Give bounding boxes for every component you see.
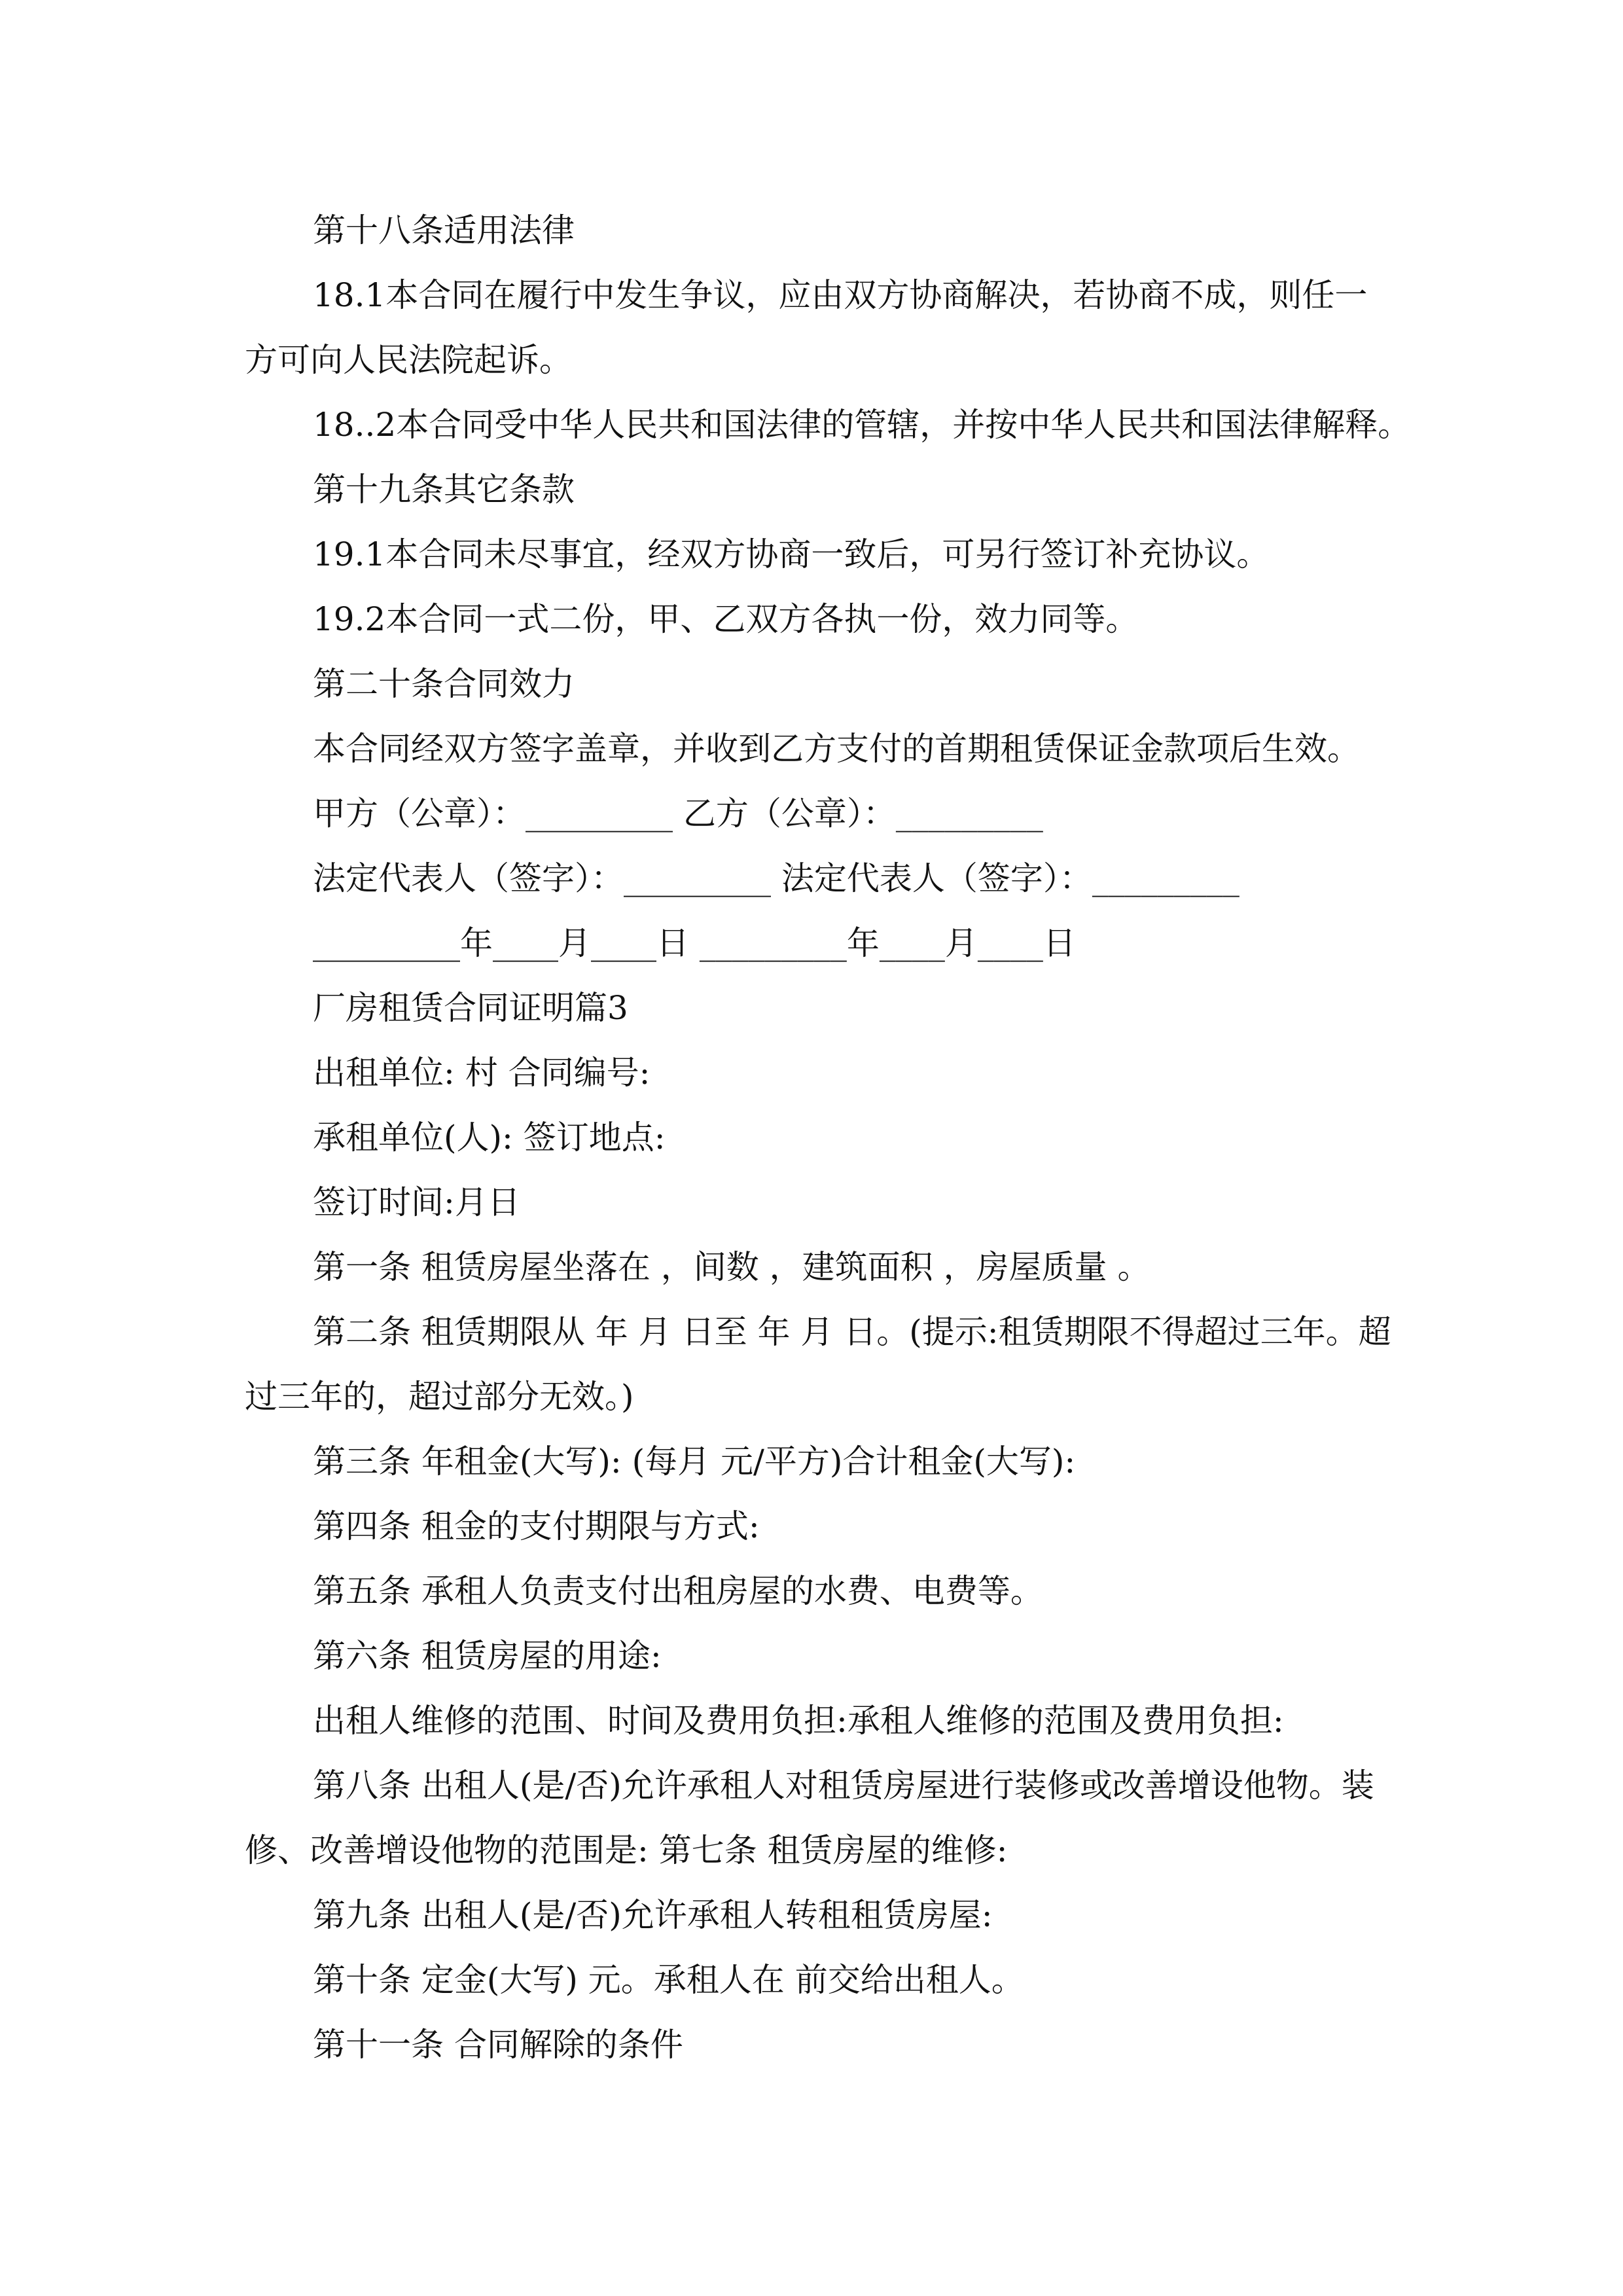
article-10: 第十条 定金(大写) 元。承租人在 前交给出租人。 [313, 1961, 1024, 1999]
article-2-line2: 过三年的，超过部分无效。) [245, 1378, 634, 1416]
article-4: 第四条 租金的支付期限与方式: [313, 1507, 760, 1545]
clause-18-2: 18..2本合同受中华人民共和国法律的管辖，并按中华人民共和国法律解释。 [313, 406, 1411, 444]
article-20-text: 本合同经双方签字盖章，并收到乙方支付的首期租赁保证金款项后生效。 [313, 730, 1360, 768]
article-18-heading: 第十八条适用法律 [313, 211, 575, 249]
article-8-line1: 第八条 出租人(是/否)允许承租人对租赁房屋进行装修或改善增设他物。装 [313, 1767, 1374, 1804]
article-20-heading: 第二十条合同效力 [313, 665, 575, 703]
date-line: _________年____月____日 _________年____月____日 [313, 924, 1076, 962]
article-5: 第五条 承租人负责支付出租房屋的水费、电费等。 [313, 1572, 1043, 1610]
signature-line: 法定代表人（签字）：_________ 法定代表人（签字）：_________ [313, 859, 1240, 897]
article-3: 第三条 年租金(大写): (每月 元/平方)合计租金(大写): [313, 1443, 1076, 1480]
seal-line: 甲方（公章）：_________ 乙方（公章）：_________ [313, 795, 1043, 833]
article-2-line1: 第二条 租赁期限从 年 月 日至 年 月 日。(提示:租赁期限不得超过三年。超 [313, 1313, 1391, 1351]
section-title: 厂房租赁合同证明篇3 [313, 989, 628, 1027]
article-6: 第六条 租赁房屋的用途: [313, 1637, 662, 1675]
signing-time: 签订时间:月日 [313, 1183, 520, 1221]
repair-scope: 出租人维修的范围、时间及费用负担:承租人维修的范围及费用负担: [313, 1702, 1284, 1740]
clause-19-2: 19.2本合同一式二份，甲、乙双方各执一份，效力同等。 [313, 600, 1139, 638]
article-1: 第一条 租赁房屋坐落在 ，间数 ，建筑面积 ，房屋质量 。 [313, 1248, 1150, 1286]
lessee-unit: 承租单位(人): 签订地点: [313, 1119, 666, 1157]
article-11: 第十一条 合同解除的条件 [313, 2026, 683, 2064]
clause-18-1-line1: 18.1本合同在履行中发生争议，应由双方协商解决，若协商不成，则任一 [313, 276, 1368, 314]
lessor-unit: 出租单位: 村 合同编号: [313, 1054, 651, 1092]
article-19-heading: 第十九条其它条款 [313, 471, 575, 509]
clause-19-1: 19.1本合同未尽事宜，经双方协商一致后，可另行签订补充协议。 [313, 535, 1270, 573]
article-9: 第九条 出租人(是/否)允许承租人转租租赁房屋: [313, 1896, 993, 1934]
clause-18-1-line2: 方可向人民法院起诉。 [245, 341, 572, 379]
article-8-line2: 修、改善增设他物的范围是: 第七条 租赁房屋的维修: [245, 1831, 1008, 1869]
